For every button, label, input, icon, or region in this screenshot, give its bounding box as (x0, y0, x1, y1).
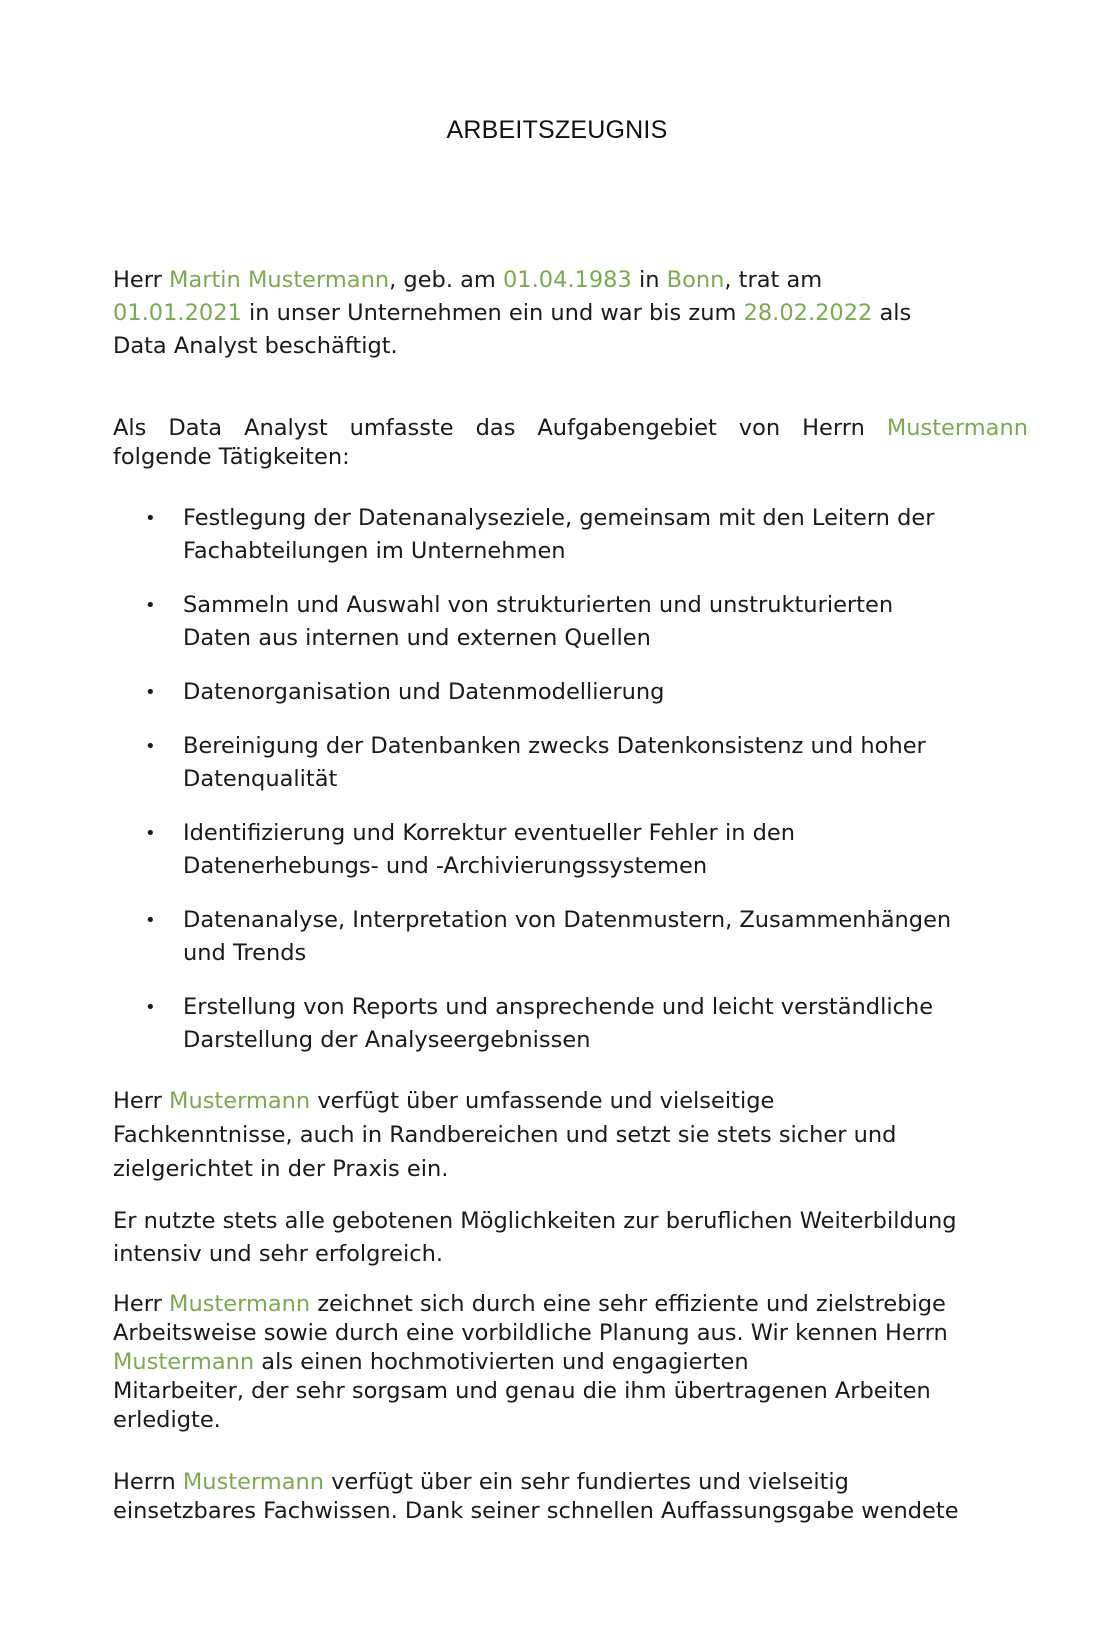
task-item (113, 991, 1028, 1057)
work-paragraph (113, 1290, 1028, 1435)
knowledge-pre: Herr (113, 1088, 170, 1114)
expertise-line2: einsetzbares Fachwissen. Dank seiner schnellen Auffassungsgabe wendete (113, 1498, 959, 1524)
task-line: Identifizierung und Korrektur eventueller Fehler in den (183, 820, 795, 846)
tasks-intro-line1 (113, 414, 1028, 443)
task-line: Darstellung der Analyseergebnissen (183, 1027, 591, 1053)
task-line: Datenanalyse, Interpretation von Datenmustern, Zusammenhängen (183, 907, 952, 933)
expertise-paragraph (113, 1468, 1028, 1526)
bullet-icon: • (145, 682, 156, 703)
intro-in: in (631, 267, 667, 293)
task-item (113, 676, 1028, 709)
task-line: Sammeln und Auswahl von strukturierten und unstrukturierten (183, 592, 894, 618)
expertise-line1: verfügt über ein sehr fundiertes und vielseitig (324, 1469, 849, 1495)
task-line: Datenorganisation und Datenmodellierung (183, 679, 665, 705)
tasks-intro-post: folgende Tätigkeiten: (113, 444, 350, 470)
task-item (113, 817, 1028, 883)
knowledge-line2: Fachkenntnisse, auch in Randbereichen und setzt sie stets sicher und (113, 1122, 897, 1148)
intro-als: als (872, 300, 912, 326)
work-line1: zeichnet sich durch eine sehr effiziente und zielstrebige (310, 1291, 946, 1317)
document-title: ARBEITSZEUGNIS (446, 116, 668, 144)
intro-herr: Herr (113, 267, 170, 293)
knowledge-line1: verfügt über umfassende und vielseitige (310, 1088, 775, 1114)
intro-end: Data Analyst beschäftigt. (113, 333, 398, 359)
task-line: Erstellung von Reports und ansprechende und leicht verständliche (183, 994, 934, 1020)
employee-surname: Mustermann (886, 415, 1028, 441)
bullet-icon: • (145, 508, 156, 529)
tasks-intro-paragraph (113, 414, 1028, 472)
bullet-icon: • (145, 823, 156, 844)
task-line: und Trends (183, 940, 307, 966)
task-line: Festlegung der Datenanalyseziele, gemeinsam mit den Leitern der (183, 505, 935, 531)
expertise-pre: Herrn (113, 1469, 183, 1495)
employee-surname: Mustermann (182, 1469, 325, 1495)
intro-paragraph (113, 264, 1028, 363)
tasks-intro-pre: Als Data Analyst umfasste das Aufgabengebiet von Herrn (113, 415, 887, 441)
work-line4: Mitarbeiter, der sehr sorgsam und genau die ihm übertragenen Arbeiten (113, 1378, 931, 1404)
task-item (113, 904, 1028, 970)
task-line: Bereinigung der Datenbanken zwecks Datenkonsistenz und hoher (183, 733, 926, 759)
end-date: 28.02.2022 (743, 300, 873, 326)
task-item (113, 589, 1028, 655)
employee-name: Martin Mustermann (169, 267, 390, 293)
task-item (113, 730, 1028, 796)
task-line: Datenqualität (183, 766, 338, 792)
work-pre: Herr (113, 1291, 170, 1317)
work-line2: Arbeitsweise sowie durch eine vorbildliche Planung aus. Wir kennen Herrn (113, 1320, 948, 1346)
bullet-icon: • (145, 997, 156, 1018)
knowledge-paragraph (113, 1084, 1028, 1186)
employee-surname: Mustermann (169, 1088, 311, 1114)
task-line: Fachabteilungen im Unternehmen (183, 538, 566, 564)
work-line5: erledigte. (113, 1407, 221, 1433)
start-date: 01.01.2021 (113, 300, 242, 326)
knowledge-line3: zielgerichtet in der Praxis ein. (113, 1156, 449, 1182)
birth-date: 01.04.1983 (502, 267, 632, 293)
bullet-icon: • (145, 910, 156, 931)
task-line: Daten aus internen und externen Quellen (183, 625, 651, 651)
task-line: Datenerhebungs- und -Archivierungssystemen (183, 853, 708, 879)
intro-mid: in unser Unternehmen ein und war bis zum (241, 300, 744, 326)
task-list (113, 502, 1028, 1078)
training-paragraph (113, 1205, 1028, 1271)
work-line3: als einen hochmotivierten und engagierten (254, 1349, 749, 1375)
birth-city: Bonn (666, 267, 725, 293)
intro-geb: , geb. am (389, 267, 503, 293)
intro-trat: , trat am (724, 267, 823, 293)
training-line1: Er nutzte stets alle gebotenen Möglichkeiten zur beruflichen Weiterbildung (113, 1208, 957, 1234)
bullet-icon: • (145, 595, 156, 616)
employee-surname: Mustermann (113, 1349, 255, 1375)
bullet-icon: • (145, 736, 156, 757)
training-line2: intensiv und sehr erfolgreich. (113, 1241, 444, 1267)
employee-surname: Mustermann (169, 1291, 311, 1317)
task-item (113, 502, 1028, 568)
